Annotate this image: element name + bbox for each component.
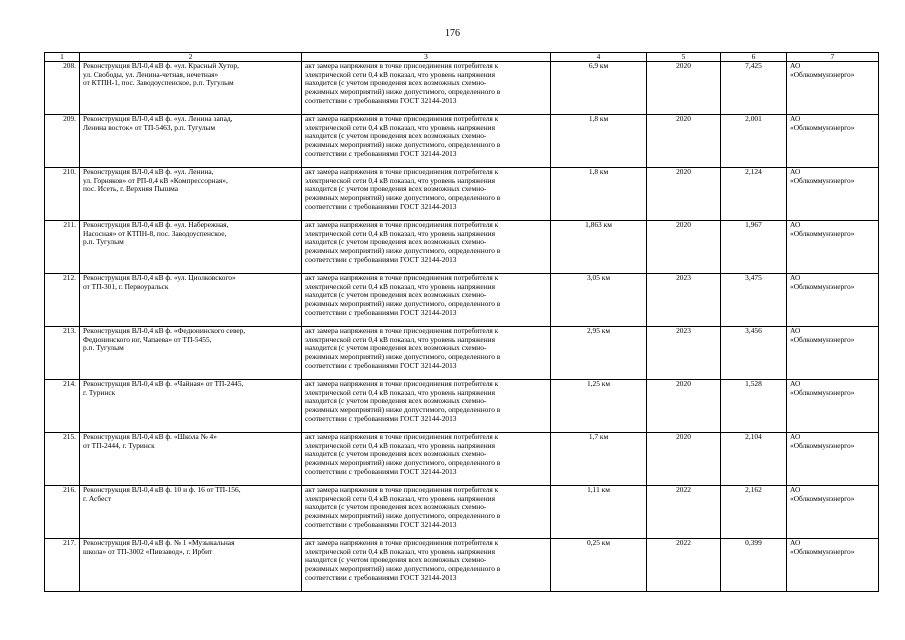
year: 2023 <box>647 274 721 327</box>
object-name-line: от ТП-2444, г. Туринск <box>83 440 155 450</box>
justification-line: электрической сети 0,4 кВ показал, что уровень напряжения <box>305 440 496 450</box>
object-name-line: от КТПН-1, пос. Заводоуспенское, р.п. Тугулым <box>83 78 234 88</box>
object-name-line: Реконструкция ВЛ-0,4 кВ ф. «ул. Ленина запад, <box>83 114 233 123</box>
organization <box>787 274 879 327</box>
cost: 2,001 <box>721 115 787 168</box>
cost: 2,124 <box>721 168 787 221</box>
cost: 1,528 <box>721 380 787 433</box>
object-name-line: г. Туринск <box>83 387 116 397</box>
cost: 3,456 <box>721 327 787 380</box>
organization-line: «Облкоммунэнерго» <box>790 493 855 503</box>
object-name-line: Реконструкция ВЛ-0,4 кВ ф. «Школа № 4» <box>83 432 217 441</box>
object-name-line: школа» от ТП-3002 «Пивзавод», г. Ирбит <box>83 546 213 556</box>
year: 2020 <box>647 433 721 486</box>
table-row <box>45 168 879 221</box>
justification-line: соответствии с требованиями ГОСТ 32144-2013 <box>305 360 457 370</box>
justification <box>302 274 551 327</box>
justification-line: режимных мероприятий) ниже допустимого, определенного в <box>305 404 501 414</box>
line-length: 1,8 км <box>551 168 647 221</box>
year: 2023 <box>647 327 721 380</box>
justification-line: соответствии с требованиями ГОСТ 32144-2013 <box>305 254 457 264</box>
justification-line: соответствии с требованиями ГОСТ 32144-2013 <box>305 519 457 529</box>
justification <box>302 380 551 433</box>
object-name-line: Реконструкция ВЛ-0,4 кВ ф. «ул. Красный Хутор, <box>83 61 239 70</box>
justification-line: электрической сети 0,4 кВ показал, что уровень напряжения <box>305 387 496 397</box>
organization-line: АО <box>790 326 801 335</box>
object-name <box>80 168 302 221</box>
justification <box>302 115 551 168</box>
justification-line: режимных мероприятий) ниже допустимого, определенного в <box>305 510 501 520</box>
justification-line: режимных мероприятий) ниже допустимого, определенного в <box>305 192 501 202</box>
organization-line: «Облкоммунэнерго» <box>790 387 855 397</box>
justification-line: акт замера напряжения в точке присоединения потребителя к <box>305 538 499 547</box>
object-name <box>80 62 302 115</box>
justification-line: акт замера напряжения в точке присоединения потребителя к <box>305 273 499 282</box>
justification <box>302 539 551 592</box>
justification-line: режимных мероприятий) ниже допустимого, определенного в <box>305 457 501 467</box>
table-body <box>45 62 879 592</box>
cost: 7,425 <box>721 62 787 115</box>
object-name <box>80 486 302 539</box>
organization <box>787 380 879 433</box>
row-number: 208. <box>45 62 80 115</box>
object-name-line: р.п. Тугулым <box>83 237 124 247</box>
organization <box>787 433 879 486</box>
row-number: 211. <box>45 221 80 274</box>
justification-line: находится (с учетом проведения всех возможных схемно- <box>305 290 487 300</box>
justification-line: электрической сети 0,4 кВ показал, что уровень напряжения <box>305 69 496 79</box>
line-length: 1,25 км <box>551 380 647 433</box>
organization-line: АО <box>790 538 801 547</box>
organization-line: «Облкоммунэнерго» <box>790 546 855 556</box>
column-header: 5 <box>647 53 721 62</box>
justification-line: электрической сети 0,4 кВ показал, что уровень напряжения <box>305 175 496 185</box>
justification-line: электрической сети 0,4 кВ показал, что уровень напряжения <box>305 334 496 344</box>
year: 2020 <box>647 115 721 168</box>
column-header: 3 <box>302 53 551 62</box>
object-name-line: от ТП-301, г. Первоуральск <box>83 281 169 291</box>
object-name-line: г. Асбест <box>83 493 112 503</box>
justification-line: акт замера напряжения в точке присоединения потребителя к <box>305 485 499 494</box>
column-header: 1 <box>45 53 80 62</box>
table-row <box>45 327 879 380</box>
year: 2020 <box>647 221 721 274</box>
justification <box>302 433 551 486</box>
justification-line: электрической сети 0,4 кВ показал, что уровень напряжения <box>305 281 496 291</box>
justification-line: соответствии с требованиями ГОСТ 32144-2013 <box>305 307 457 317</box>
organization <box>787 168 879 221</box>
document-table <box>44 52 879 592</box>
page-number: 176 <box>445 28 460 39</box>
justification-line: соответствии с требованиями ГОСТ 32144-2013 <box>305 95 457 105</box>
cost: 2,104 <box>721 433 787 486</box>
organization-line: АО <box>790 432 801 441</box>
justification-line: режимных мероприятий) ниже допустимого, определенного в <box>305 245 501 255</box>
justification-line: находится (с учетом проведения всех возможных схемно- <box>305 343 487 353</box>
line-length: 3,05 км <box>551 274 647 327</box>
object-name <box>80 221 302 274</box>
line-length: 1,11 км <box>551 486 647 539</box>
justification-line: акт замера напряжения в точке присоединения потребителя к <box>305 379 499 388</box>
organization <box>787 221 879 274</box>
column-number-row <box>45 53 879 62</box>
object-name <box>80 115 302 168</box>
table-row <box>45 221 879 274</box>
justification-line: режимных мероприятий) ниже допустимого, определенного в <box>305 563 501 573</box>
cost: 1,967 <box>721 221 787 274</box>
organization-line: «Облкоммунэнерго» <box>790 122 855 132</box>
object-name-line: Реконструкция ВЛ-0,4 кВ ф. «Федюнинского север, <box>83 326 246 335</box>
object-name-line: Реконструкция ВЛ-0,4 кВ ф. № 1 «Музыкальная <box>83 538 235 547</box>
object-name-line: Реконструкция ВЛ-0,4 кВ ф. «ул. Ленина, <box>83 167 214 176</box>
table-row <box>45 486 879 539</box>
object-name-line: р.п. Тугулым <box>83 343 124 353</box>
line-length: 1,7 км <box>551 433 647 486</box>
object-name <box>80 380 302 433</box>
justification-line: находится (с учетом проведения всех возможных схемно- <box>305 237 487 247</box>
justification-line: электрической сети 0,4 кВ показал, что уровень напряжения <box>305 122 496 132</box>
justification-line: соответствии с требованиями ГОСТ 32144-2013 <box>305 148 457 158</box>
object-name-line: Насосная» от КТПН-8, пос. Заводоуспенское, <box>83 228 227 238</box>
row-number: 213. <box>45 327 80 380</box>
table-row <box>45 115 879 168</box>
row-number: 217. <box>45 539 80 592</box>
table-row <box>45 433 879 486</box>
organization-line: «Облкоммунэнерго» <box>790 281 855 291</box>
line-length: 1,8 км <box>551 115 647 168</box>
column-header: 2 <box>80 53 302 62</box>
line-length: 0,25 км <box>551 539 647 592</box>
line-length: 6,9 км <box>551 62 647 115</box>
justification-line: находится (с учетом проведения всех возможных схемно- <box>305 396 487 406</box>
organization <box>787 327 879 380</box>
organization-line: АО <box>790 485 801 494</box>
object-name-line: Ленина восток» от ТП-5463, р.п. Тугулым <box>83 122 216 132</box>
justification-line: находится (с учетом проведения всех возможных схемно- <box>305 449 487 459</box>
object-name-line: ул. Свободы, ул. Ленина-четная, нечетная» <box>83 69 219 79</box>
row-number: 209. <box>45 115 80 168</box>
line-length: 1,863 км <box>551 221 647 274</box>
row-number: 214. <box>45 380 80 433</box>
cost: 0,399 <box>721 539 787 592</box>
justification-line: режимных мероприятий) ниже допустимого, определенного в <box>305 139 501 149</box>
justification <box>302 221 551 274</box>
cost: 2,162 <box>721 486 787 539</box>
justification-line: находится (с учетом проведения всех возможных схемно- <box>305 78 487 88</box>
year: 2022 <box>647 539 721 592</box>
object-name <box>80 433 302 486</box>
justification-line: акт замера напряжения в точке присоединения потребителя к <box>305 326 499 335</box>
justification-line: соответствии с требованиями ГОСТ 32144-2013 <box>305 201 457 211</box>
justification <box>302 62 551 115</box>
organization-line: «Облкоммунэнерго» <box>790 228 855 238</box>
organization-line: АО <box>790 114 801 123</box>
object-name-line: Реконструкция ВЛ-0,4 кВ ф. «ул. Циолковского» <box>83 273 236 282</box>
object-name-line: Федюнинского юг, Чапаева» от ТП-5455, <box>83 334 212 344</box>
cost: 3,475 <box>721 274 787 327</box>
organization <box>787 539 879 592</box>
justification-line: режимных мероприятий) ниже допустимого, определенного в <box>305 351 501 361</box>
organization <box>787 62 879 115</box>
justification-line: акт замера напряжения в точке присоединения потребителя к <box>305 167 499 176</box>
justification-line: находится (с учетом проведения всех возможных схемно- <box>305 502 487 512</box>
year: 2020 <box>647 380 721 433</box>
object-name-line: Реконструкция ВЛ-0,4 кВ ф. 10 и ф. 16 от ТП-156, <box>83 485 241 494</box>
justification-line: акт замера напряжения в точке присоединения потребителя к <box>305 61 499 70</box>
organization-line: «Облкоммунэнерго» <box>790 69 855 79</box>
organization-line: «Облкоммунэнерго» <box>790 175 855 185</box>
table-row <box>45 380 879 433</box>
object-name-line: Реконструкция ВЛ-0,4 кВ ф. «ул. Набережная, <box>83 220 229 229</box>
object-name <box>80 539 302 592</box>
line-length: 2,95 км <box>551 327 647 380</box>
organization-line: АО <box>790 379 801 388</box>
justification-line: электрической сети 0,4 кВ показал, что уровень напряжения <box>305 493 496 503</box>
organization-line: АО <box>790 220 801 229</box>
justification-line: акт замера напряжения в точке присоединения потребителя к <box>305 432 499 441</box>
organization <box>787 115 879 168</box>
year: 2020 <box>647 168 721 221</box>
justification-line: соответствии с требованиями ГОСТ 32144-2013 <box>305 413 457 423</box>
table-row <box>45 274 879 327</box>
justification-line: акт замера напряжения в точке присоединения потребителя к <box>305 114 499 123</box>
organization-line: АО <box>790 61 801 70</box>
object-name <box>80 327 302 380</box>
object-name-line: пос. Исеть, г. Верхняя Пышма <box>83 184 179 194</box>
organization-line: «Облкоммунэнерго» <box>790 440 855 450</box>
justification-line: электрической сети 0,4 кВ показал, что уровень напряжения <box>305 228 496 238</box>
organization-line: «Облкоммунэнерго» <box>790 334 855 344</box>
organization-line: АО <box>790 273 801 282</box>
justification-line: режимных мероприятий) ниже допустимого, определенного в <box>305 86 501 96</box>
object-name-line: ул. Горняков» от РП-0,4 кВ «Компрессорная», <box>83 175 228 185</box>
table-row <box>45 62 879 115</box>
column-header: 4 <box>551 53 647 62</box>
justification <box>302 327 551 380</box>
column-header: 6 <box>721 53 787 62</box>
justification-line: электрической сети 0,4 кВ показал, что уровень напряжения <box>305 546 496 556</box>
row-number: 210. <box>45 168 80 221</box>
justification-line: режимных мероприятий) ниже допустимого, определенного в <box>305 298 501 308</box>
row-number: 212. <box>45 274 80 327</box>
justification-line: акт замера напряжения в точке присоединения потребителя к <box>305 220 499 229</box>
justification-line: находится (с учетом проведения всех возможных схемно- <box>305 555 487 565</box>
row-number: 216. <box>45 486 80 539</box>
justification-line: находится (с учетом проведения всех возможных схемно- <box>305 131 487 141</box>
row-number: 215. <box>45 433 80 486</box>
justification-line: соответствии с требованиями ГОСТ 32144-2013 <box>305 572 457 582</box>
justification-line: соответствии с требованиями ГОСТ 32144-2013 <box>305 466 457 476</box>
column-header: 7 <box>787 53 879 62</box>
justification <box>302 168 551 221</box>
justification-line: находится (с учетом проведения всех возможных схемно- <box>305 184 487 194</box>
object-name <box>80 274 302 327</box>
object-name-line: Реконструкция ВЛ-0,4 кВ ф. «Чайная» от ТП-2445, <box>83 379 244 388</box>
year: 2020 <box>647 62 721 115</box>
table-row <box>45 539 879 592</box>
organization-line: АО <box>790 167 801 176</box>
year: 2022 <box>647 486 721 539</box>
justification <box>302 486 551 539</box>
organization <box>787 486 879 539</box>
